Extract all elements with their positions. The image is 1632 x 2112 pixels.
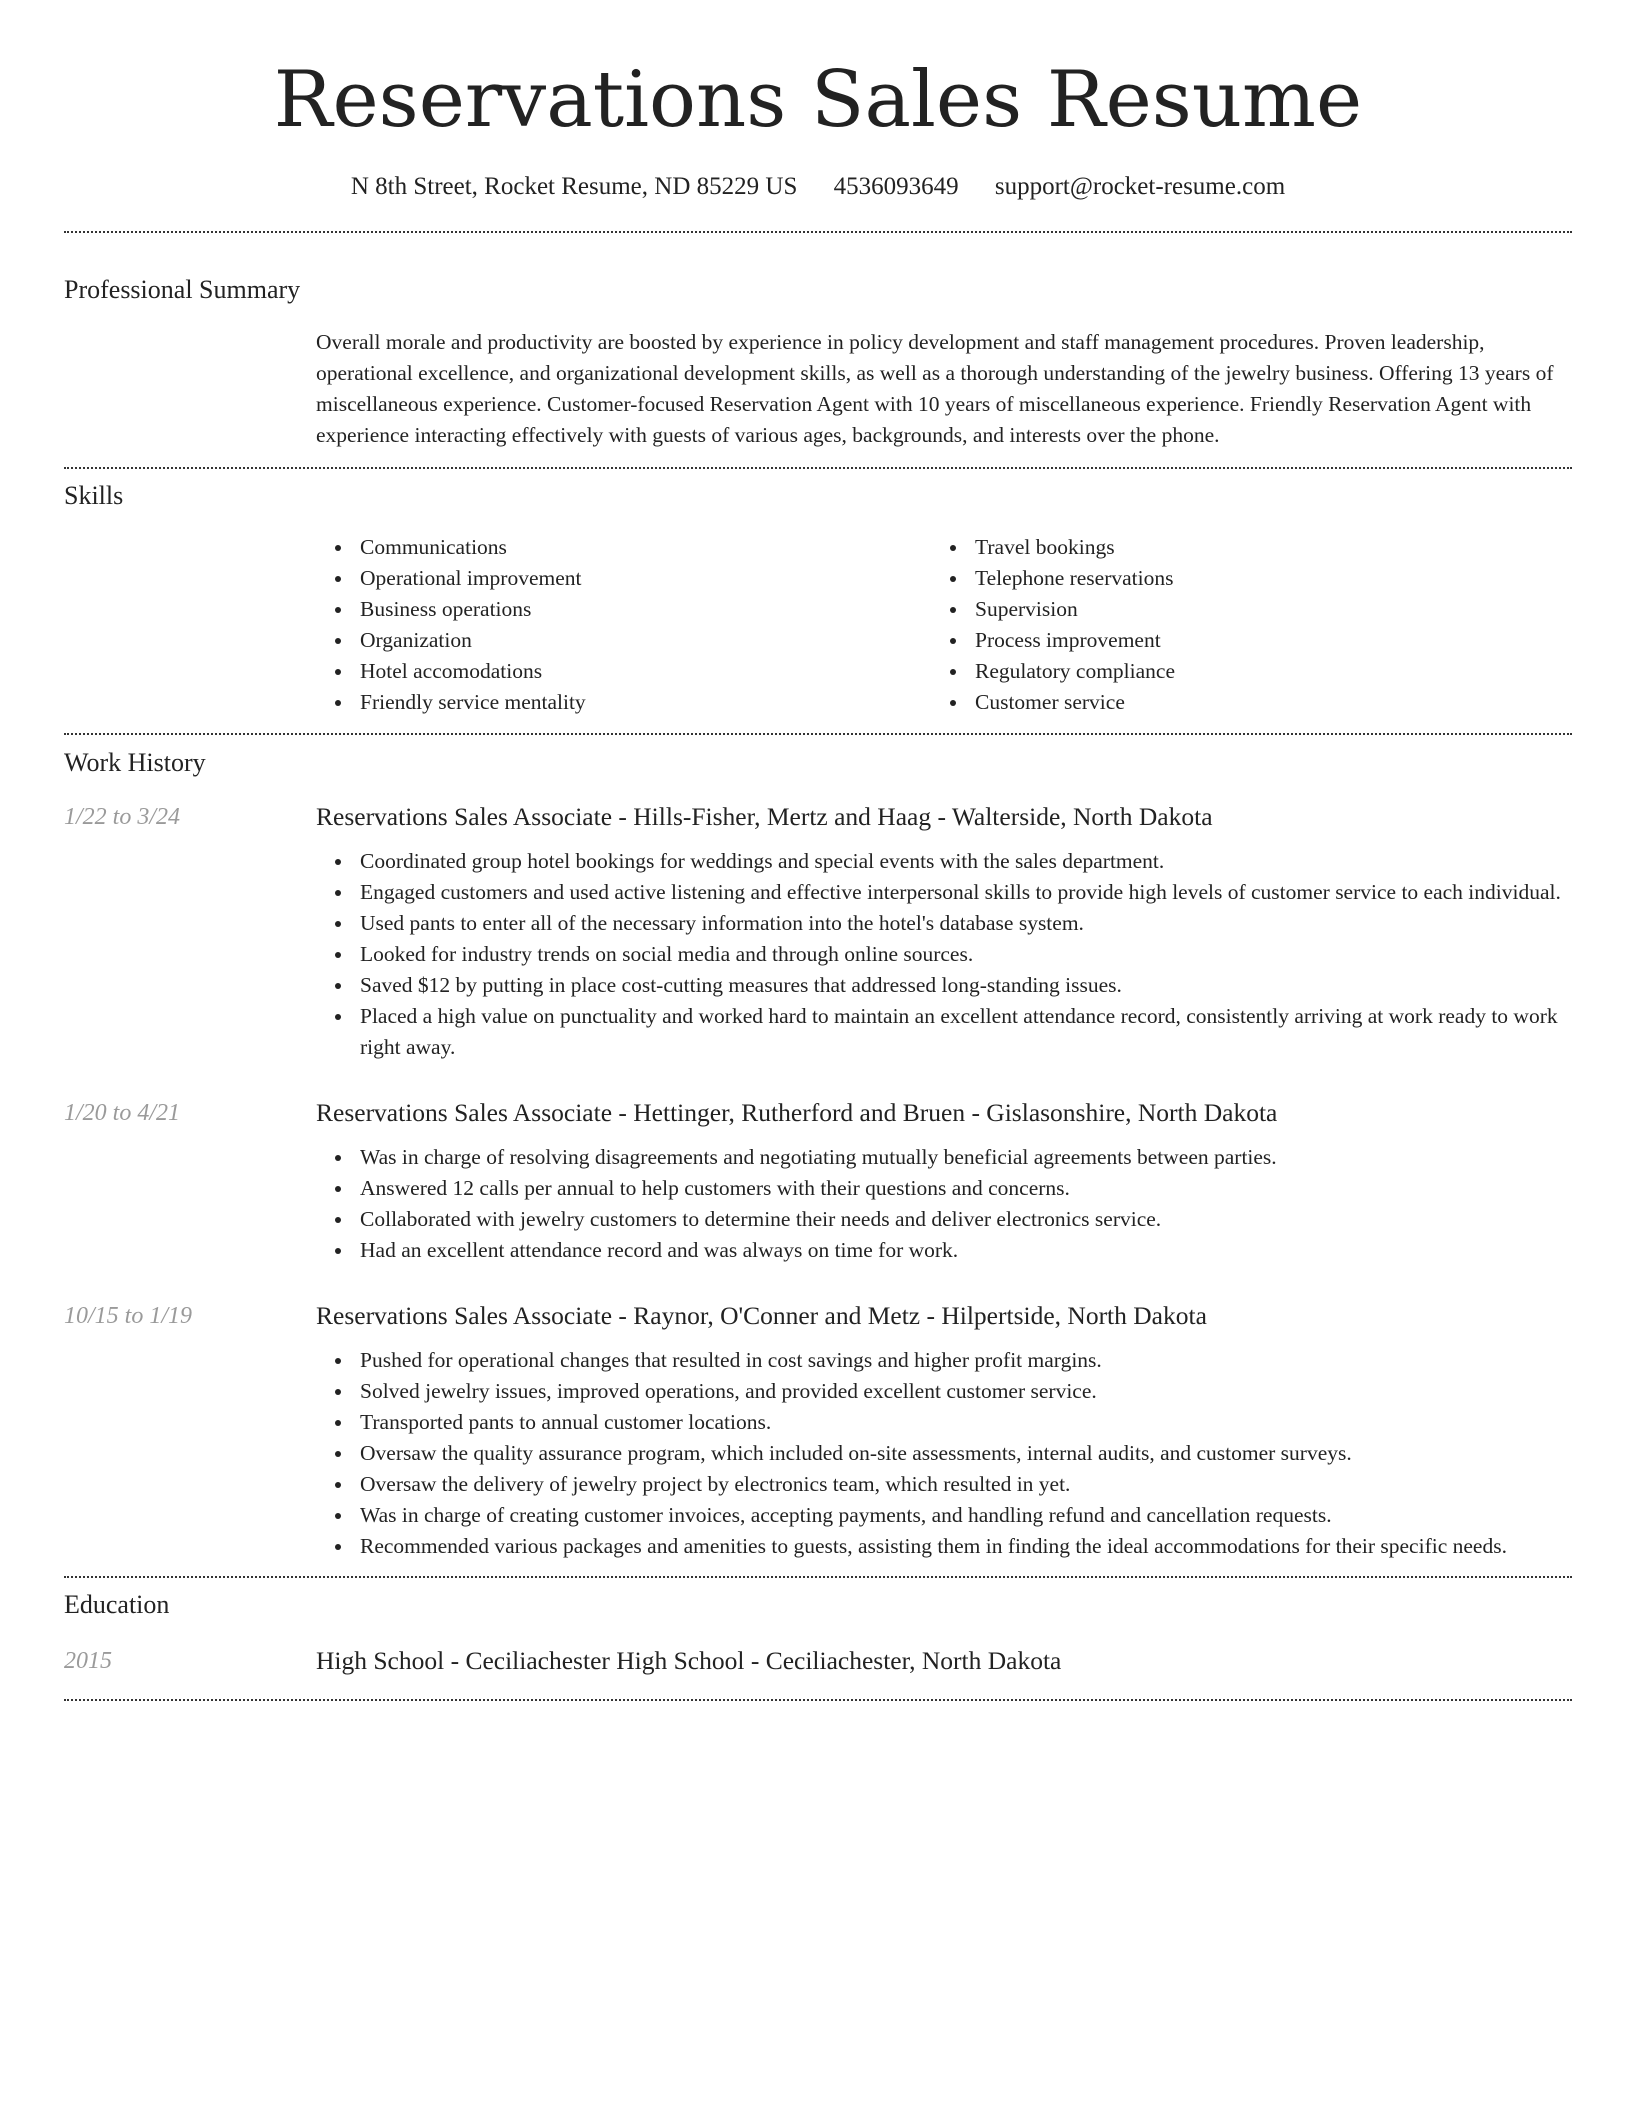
duty-item: Transported pants to annual customer locations. (360, 1407, 1568, 1438)
duty-item: Recommended various packages and amenities to guests, assisting them in finding the ideal accommodations for their specific needs. (360, 1531, 1568, 1562)
skill-item: Communications (360, 532, 931, 563)
job-date: 1/22 to 3/24 (64, 804, 181, 830)
job-entry (64, 1096, 1572, 1266)
duty-item: Was in charge of resolving disagreements and negotiating mutually beneficial agreements between parties. (360, 1142, 1568, 1173)
divider (64, 1576, 1572, 1578)
skill-item: Travel bookings (975, 532, 1546, 563)
skill-item: Customer service (975, 687, 1546, 718)
job-entry (64, 800, 1572, 1063)
skills-column-left (316, 532, 931, 718)
skill-item: Telephone reservations (975, 563, 1546, 594)
contact-email[interactable]: support@rocket-resume.com (994, 173, 1286, 200)
divider (64, 1699, 1572, 1701)
education-heading: High School - Ceciliachester High School - Ceciliachester, North Dakota (316, 1646, 1062, 1675)
skill-item: Friendly service mentality (360, 687, 931, 718)
skill-item: Business operations (360, 594, 931, 625)
section-title-skills: Skills (64, 481, 124, 510)
skill-item: Operational improvement (360, 563, 931, 594)
skill-item: Regulatory compliance (975, 656, 1546, 687)
duty-item: Collaborated with jewelry customers to determine their needs and deliver electronics service. (360, 1204, 1568, 1235)
duty-item: Engaged customers and used active listening and effective interpersonal skills to provide high levels of customer service to each individual. (360, 877, 1568, 908)
skills-column-right (931, 532, 1546, 718)
contact-line (64, 170, 1572, 204)
duty-item: Saved $12 by putting in place cost-cutting measures that addressed long-standing issues. (360, 970, 1568, 1001)
duty-item: Placed a high value on punctuality and worked hard to maintain an excellent attendance record, consistently arriving at work ready to work right away. (360, 1001, 1568, 1063)
skill-item: Hotel accomodations (360, 656, 931, 687)
duty-item: Used pants to enter all of the necessary information into the hotel's database system. (360, 908, 1568, 939)
resume-page (64, 0, 1572, 1701)
duty-item: Was in charge of creating customer invoices, accepting payments, and handling refund and cancellation requests. (360, 1500, 1568, 1531)
section-title-summary: Professional Summary (64, 275, 301, 304)
divider (64, 733, 1572, 735)
duty-item: Oversaw the quality assurance program, which included on-site assessments, internal audits, and customer surveys. (360, 1438, 1568, 1469)
job-date: 1/20 to 4/21 (64, 1100, 181, 1126)
duty-item: Answered 12 calls per annual to help customers with their questions and concerns. (360, 1173, 1568, 1204)
job-date: 10/15 to 1/19 (64, 1303, 193, 1329)
job-entry (64, 1299, 1572, 1562)
duty-item: Looked for industry trends on social media and through online sources. (360, 939, 1568, 970)
education-date: 2015 (64, 1648, 112, 1674)
divider (64, 467, 1572, 469)
duty-item: Had an excellent attendance record and was always on time for work. (360, 1235, 1568, 1266)
education-entry (64, 1644, 1572, 1678)
job-duties (316, 1345, 1568, 1562)
job-heading: Reservations Sales Associate - Hills-Fisher, Mertz and Haag - Walterside, North Dakota (316, 802, 1213, 831)
skill-item: Organization (360, 625, 931, 656)
contact-phone: 4536093649 (833, 173, 959, 200)
job-duties (316, 846, 1568, 1063)
section-title-work-history: Work History (64, 748, 206, 777)
duty-item: Solved jewelry issues, improved operations, and provided excellent customer service. (360, 1376, 1568, 1407)
duty-item: Pushed for operational changes that resulted in cost savings and higher profit margins. (360, 1345, 1568, 1376)
divider (64, 231, 1572, 233)
job-heading: Reservations Sales Associate - Raynor, O'Conner and Metz - Hilpertside, North Dakota (316, 1301, 1207, 1330)
duty-item: Coordinated group hotel bookings for weddings and special events with the sales department. (360, 846, 1568, 877)
duty-item: Oversaw the delivery of jewelry project by electronics team, which resulted in yet. (360, 1469, 1568, 1500)
job-heading: Reservations Sales Associate - Hettinger, Rutherford and Bruen - Gislasonshire, North Dakota (316, 1098, 1278, 1127)
skill-item: Process improvement (975, 625, 1546, 656)
contact-address: N 8th Street, Rocket Resume, ND 85229 US (350, 173, 798, 200)
section-title-education: Education (64, 1590, 170, 1619)
resume-title: Reservations Sales Resume (273, 55, 1363, 145)
job-duties (316, 1142, 1568, 1266)
skill-item: Supervision (975, 594, 1546, 625)
summary-text: Overall morale and productivity are boosted by experience in policy development and staff management procedures. Proven leadership, operational excellence, and organizational development skills, as well as a thorough understanding of the jewelry business. Offering 13 years of miscellaneous experience. Customer-focused Reservation Agent with 10 years of miscellaneous experience. Friendly Reservation Agent with experience interacting effectively with guests of various ages, backgrounds, and interests over the phone. (316, 330, 1554, 447)
skills-list (316, 532, 1572, 718)
